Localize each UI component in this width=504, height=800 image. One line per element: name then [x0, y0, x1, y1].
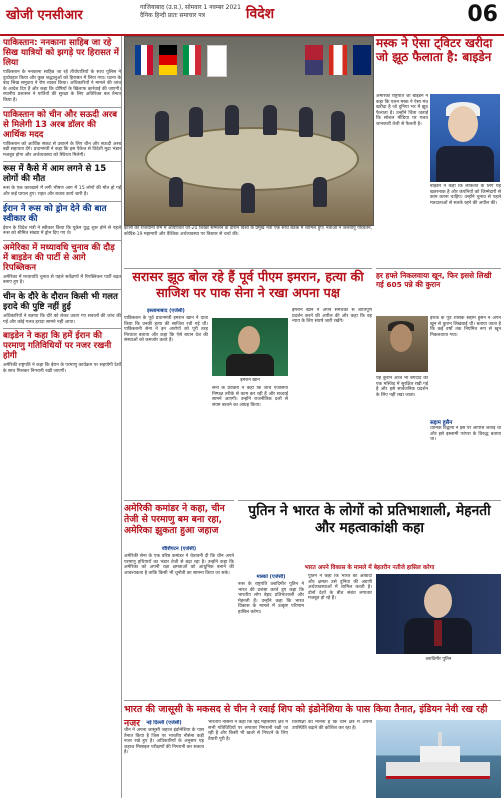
- putin-headline[interactable]: पुतिन ने भारत के लोगों को प्रतिभाशाली, मेहनती और महत्वाकांक्षी कहा: [238, 500, 501, 563]
- story4-body: ईरान के विदेश मंत्री ने स्वीकार किया कि यूक्रेन युद्ध शुरू होने से पहले रूस को सीमित संख्या में ड्रोन दिए गए थे।: [3, 225, 121, 237]
- saddam-headline[interactable]: हर हफ्ते निकलवाया खून, फिर इससे लिखी गई 605 पन्ने की कुरान: [376, 268, 501, 289]
- person-figure: [189, 107, 203, 137]
- saddam-subhead: सद्दाम हुसैन: [430, 420, 453, 426]
- story5-headline[interactable]: अमेरिका में मध्यावधि चुनाव की दौड़ में बाइडेन की पार्टी से आगे रिपब्लिकन: [3, 242, 115, 273]
- flag-icon: [183, 45, 201, 75]
- china-nuclear-headline[interactable]: अमेरिकी कमांडर ने कहा, चीन तेजी से परमाणु बम बना रहा, अमेरिका झुकता हुआ जहाज: [124, 500, 234, 543]
- spy-ship-headline[interactable]: भारत की जासूसी के मकसद से चीन ने रवाई शिप को इंडोनेशिया के पास किया तैनात, इंडियन नेवी रख रही नजर: [124, 700, 501, 719]
- divider: [3, 240, 121, 241]
- flag-icon: [207, 45, 227, 77]
- imran-col-1: [124, 308, 208, 498]
- imran-text-3: इमरान खान ने अपने समर्थकों से शांतिपूर्ण प्रदर्शन करने की अपील की और कहा कि वह न्याय के लिए संघर्ष जारी रखेंगे।: [292, 308, 372, 325]
- hull-shape: [386, 762, 490, 779]
- china-nuclear-byline: वॉशिंगटन (एजेंसी): [161, 546, 197, 552]
- flag-icon: [159, 45, 177, 75]
- flag-icon: [329, 45, 347, 75]
- person-figure: [331, 111, 345, 141]
- saddam-photo: [376, 316, 428, 372]
- masthead: [0, 0, 504, 36]
- page-number: 06: [467, 2, 498, 27]
- divider: [3, 289, 121, 290]
- spy-text-3: विशेषज्ञों का मानना है कि चीन क्षेत्र में अपनी उपस्थिति बढ़ाने की कोशिश कर रहा है।: [292, 720, 372, 731]
- putin-text-1: रूस के राष्ट्रपति व्लादिमीर पुतिन ने भारत की प्रशंसा करते हुए कहा कि भारतीय लोग बेहद प्रतिभाशाली और मेहनती हैं। उन्होंने कहा कि भारत विकास के मामले में उत्कृष्ट परिणाम हासिल करेगा।: [238, 582, 304, 615]
- spy-col-2: [208, 720, 288, 798]
- story5-body: अमेरिका में मध्यावधि चुनाव से पहले सर्वेक्षणों में रिपब्लिकन पार्टी बढ़त बनाए हुए है।: [3, 274, 121, 286]
- story3-headline[interactable]: रूस में कैसे में आम लगने से 15 लोगों की मौत: [3, 164, 107, 185]
- imran-byline: इस्लामाबाद (एजेंसी): [147, 308, 185, 314]
- mast-shape: [438, 732, 442, 746]
- g20-summit-photo: [124, 36, 374, 226]
- china-nuclear-column: [124, 546, 234, 696]
- spy-text-2: भारतीय नौसेना ने कहा कि हिंद महासागर क्षेत्र में सभी गतिविधियों पर लगातार निगरानी रखी जा रही है और किसी भी खतरे से निपटने के लिए तैयारी पूरी है।: [208, 720, 288, 742]
- china-nuclear-body: अमेरिकी सेना के एक वरिष्ठ कमांडर ने चेतावनी दी कि चीन अपने परमाणु हथियारों का भंडार तेजी से बढ़ा रहा है। उन्होंने कहा कि अमेरिका को अपनी रक्षा क्षमताओं को आधुनिक बनाने की आवश्यकता है ताकि किसी भी चुनौती का सामना किया जा सके।: [124, 554, 234, 576]
- imran-headline[interactable]: सरासर झूठ बोल रहे हैं पूर्व पीएम इमरान, हत्या की साजिश पर पाक सेना ने रखा अपना पक्ष: [124, 268, 372, 305]
- imran-text-1: पाकिस्तान के पूर्व प्रधानमंत्री इमरान खान ने दावा किया कि उनकी हत्या की साजिश रची गई थी। पाकिस्तानी सेना ने इन आरोपों को पूरी तरह निराधार बताया और कहा कि ऐसे बयान देश की संस्थाओं को कमजोर करते हैं।: [124, 316, 208, 344]
- putin-col-2: [308, 574, 372, 698]
- story6-headline[interactable]: चीन के दौरे के दौरान किसी भी गलत इरादे की पुष्टि नहीं हुई: [3, 291, 118, 312]
- putin-text-2: पुतिन ने कहा कि भारत की आबादी और क्षमता उसे दुनिया की अग्रणी अर्थव्यवस्थाओं में शामिल करती है। दोनों देशों के बीच संबंध लगातार मजबूत हो रहे हैं।: [308, 574, 372, 602]
- story1-body: पाकिस्तान के ननकाना साहिब जा रहे तीर्थयात्रियों के साथ पुलिस ने दुर्व्यवहार किया और कुछ श्रद्धालुओं को हिरासत में लिया गया। घटना के बाद सिख समुदाय ने रोष व्यक्त किया। अधिकारियों ने मामले की जांच के आदेश दिए हैं और कहा कि दोषियों के खिलाफ कार्रवाई की जाएगी। स्थानीय प्रशासन ने यात्रियों की सुरक्षा के लिए अतिरिक्त बल तैनात किया है।: [3, 70, 121, 103]
- story2-headline[interactable]: पाकिस्तान को चीन और सऊदी अरब से मिलेगी 13 अरब डॉलर की आर्थिक मदद: [3, 109, 118, 140]
- story2-body: पाकिस्तान को आर्थिक संकट से उबारने के लिए चीन और सऊदी अरब बड़ी सहायता देंगे। प्रधानमंत्री ने कहा कि इस पैकेज से विदेशी मुद्रा भंडार मजबूत होगा और अर्थव्यवस्था को स्थिरता मिलेगी।: [3, 141, 121, 158]
- person-figure: [169, 177, 183, 207]
- divider: [3, 328, 121, 329]
- spy-ship-photo: [376, 720, 501, 798]
- face-shape: [424, 584, 452, 618]
- tie-shape: [434, 620, 442, 646]
- putin-subhead: भारत अपने विकास के मामले में बेहतरीन नतीजे हासिल करेगा: [304, 565, 435, 571]
- person-figure: [263, 105, 277, 135]
- suit-shape: [436, 146, 494, 182]
- person-figure: [313, 177, 327, 207]
- story7-headline[interactable]: बाइडेन ने कहा कि हमें ईरान की परमाणु गतिविधियों पर नजर रखनी होगी: [3, 331, 112, 362]
- story3-body: रूस के एक कारखाने में लगी भीषण आग में 15 लोगों की मौत हो गई और कई घायल हुए। राहत और बचाव कार्य जारी है।: [3, 186, 121, 197]
- imran-photo-caption: इमरान खान: [240, 378, 260, 383]
- newspaper-brand: खोजी एनसीआर: [6, 8, 83, 23]
- person-figure: [225, 105, 239, 135]
- biden-photo: [430, 94, 500, 182]
- spy-byline: नई दिल्ली (एजेंसी): [146, 720, 182, 726]
- left-column: [3, 36, 122, 798]
- face-shape: [448, 106, 478, 142]
- putin-byline: मास्को (एजेंसी): [256, 574, 286, 580]
- imran-photo: [212, 318, 288, 376]
- dateline-tagline: दैनिक हिन्दी प्रातः समाचार पत्र: [140, 12, 205, 19]
- person-figure: [155, 111, 169, 141]
- suit-shape: [226, 354, 274, 376]
- person-figure: [241, 183, 255, 213]
- spy-col-3: [292, 720, 372, 798]
- divider: [3, 161, 121, 162]
- biden-body-1: अमेरिकी राष्ट्रपति जो बाइडेन ने कहा कि एलन मस्क ने ऐसा मंच खरीदा है जो दुनिया भर में झूठ फैलाता है। उन्होंने चिंता जताई कि सोशल मीडिया पर गलत जानकारी तेजी से फैलती है।: [376, 94, 428, 127]
- saddam-body-2: यह कुरान आज भी बगदाद की एक मस्जिद में सुरक्षित रखी गई है और इसे सार्वजनिक प्रदर्शन के लिए नहीं रखा जाता।: [376, 376, 428, 398]
- putin-photo-caption: व्लादिमीर पुतिन: [425, 657, 452, 662]
- saddam-body-3: धार्मिक विद्वानों ने इस पर आपत्ति जताई थी और इसे इस्लामी परंपरा के विरुद्ध बताया था।: [430, 426, 501, 443]
- face-shape: [238, 326, 260, 354]
- spy-col-1: [124, 720, 204, 798]
- saddam-body-1: इराक के पूर्व शासक सद्दाम हुसैन ने अपने खून से कुरान लिखवाई थी। बताया जाता है कि कई वर्षों तक नियमित रूप से खून निकलवाया गया।: [430, 316, 501, 338]
- story1-headline[interactable]: पाकिस्तान: ननकाना साहिब जा रहे सिख यात्रियों को झगड़े पर हिरासत में लिया: [3, 38, 119, 68]
- biden-body-2: बाइडेन ने कहा कि लोकतंत्र के लिए यह खतरनाक है और कंपनियों को जिम्मेदारी से काम करना चाहिए। उन्होंने चुनाव से पहले मतदाताओं से सतर्क रहने की अपील की।: [430, 184, 501, 206]
- spy-text-1: चीन ने अपना जासूसी जहाज इंडोनेशिया के पास तैनात किया है जिस पर भारतीय नौसेना कड़ी नजर रखे हुए है। अधिकारियों के अनुसार यह जहाज मिसाइल परीक्षणों की निगरानी कर सकता है।: [124, 728, 204, 756]
- g20-caption: इटली की राजधानी रोम में आयोजित जी-20 शिखर सम्मेलन के दौरान विश्व के प्रमुख नेता एक साथ बैठक में शामिल हुए। नेताओं ने जलवायु परिवर्तन, कोविड-19 महामारी और वैश्विक अर्थव्यवस्था पर विस्तार से चर्चा की।: [124, 226, 372, 237]
- story7-body: अमेरिकी राष्ट्रपति ने कहा कि ईरान के परमाणु कार्यक्रम पर सहयोगी देशों के साथ मिलकर निगरानी रखी जाएगी।: [3, 363, 121, 374]
- story4-headline[interactable]: ईरान ने रूस को ड्रोन देने की बात स्वीकार की: [3, 203, 107, 224]
- dateline-date: गाजियाबाद (उ.प्र.), सोमवार 1 नवम्बर 2021: [140, 4, 241, 11]
- imran-col-3: [292, 308, 372, 498]
- divider: [3, 201, 121, 202]
- story6-body: अधिकारियों ने बताया कि दौरे को लेकर उठाए गए सवालों की जांच की गई और कोई गलत इरादा सामने नहीं आया।: [3, 313, 121, 325]
- person-figure: [299, 107, 313, 137]
- section-title: विदेश: [245, 6, 275, 22]
- biden-headline[interactable]: मस्क ने ऐसा ट्विटर खरीदा जो झूठ फैलाता है: बाइडेन: [376, 36, 493, 64]
- deck-shape: [420, 746, 460, 762]
- putin-col-1: [238, 574, 304, 698]
- flag-icon: [353, 45, 371, 75]
- putin-photo: [376, 574, 501, 654]
- face-shape: [390, 324, 412, 352]
- divider: [3, 107, 121, 108]
- imran-col-2: [212, 386, 288, 498]
- flag-icon: [135, 45, 153, 75]
- dateline: [140, 4, 241, 20]
- flag-icon: [305, 45, 323, 75]
- imran-text-2: सेना के प्रवक्ता ने कहा कि जांच एजेंसियां निष्पक्ष तरीके से काम कर रही हैं और सच्चाई सामने आएगी। उन्होंने राजनीतिक दलों से संयम बरतने का आग्रह किया।: [212, 386, 288, 408]
